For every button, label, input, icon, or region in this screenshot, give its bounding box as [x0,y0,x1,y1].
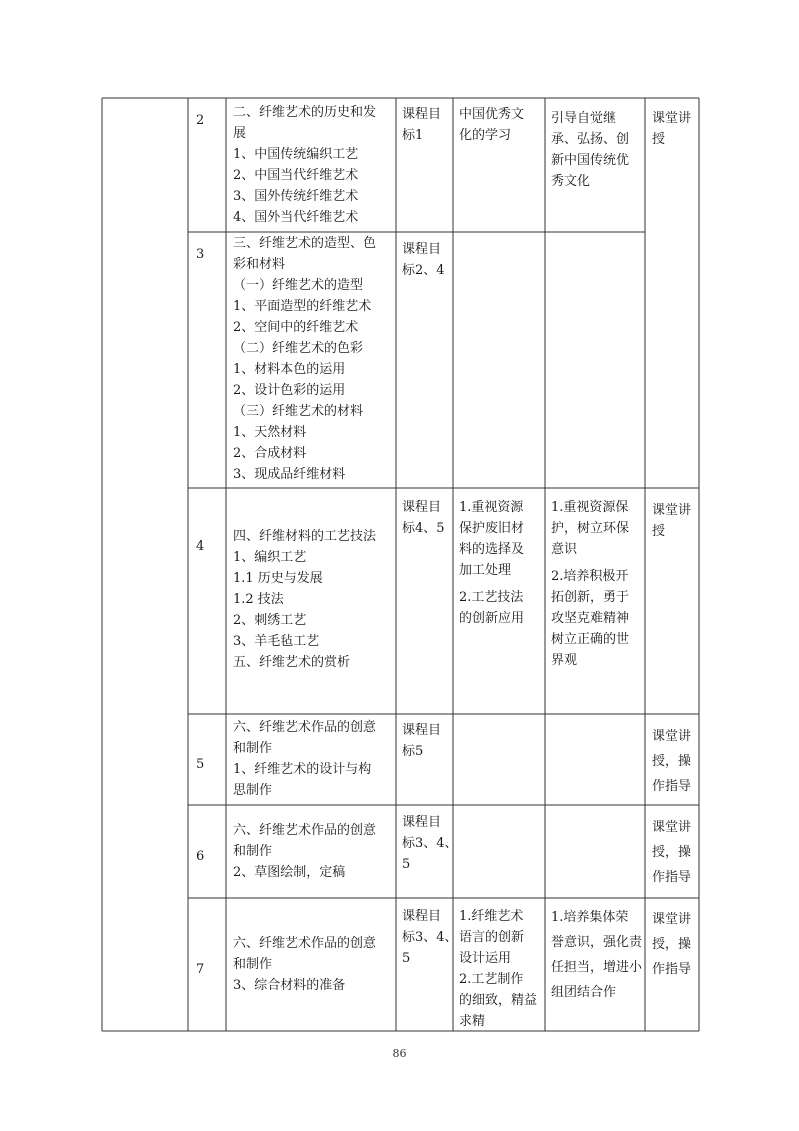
content-line: 彩和材料 [233,257,286,272]
ideology-line: 设计运用 [459,951,512,966]
content-line: 展 [233,126,247,141]
content-line: 2、草图绘制，定稿 [233,865,346,880]
method-line: 授 [652,524,666,539]
goal-line: 引导自觉继 [551,111,617,126]
content-line: （三）纤维艺术的材料 [233,404,364,419]
content-cell [233,233,376,485]
objective-line: 课程目 [402,723,442,738]
content-line: 和制作 [233,844,273,859]
goal-line: 树立正确的世 [551,632,630,647]
method-line: 课堂讲 [652,503,692,518]
content-cell [233,526,376,673]
content-line: 五、纤维艺术的赏析 [233,655,351,670]
method-cell [652,724,691,799]
content-line: 1、纤维艺术的设计与构 [233,762,372,777]
goal-line: 组团结合作 [551,985,617,1000]
ideology-line: 保护废旧材 [459,521,525,536]
content-line: 和制作 [233,741,273,756]
objective-line: 课程目 [402,909,442,924]
goal-line: 2.培养积极开 [551,569,629,584]
objective-line: 5 [402,857,411,872]
objective-line: 标5 [402,744,424,759]
row-number: 4 [196,539,205,554]
content-line: （二）纤维艺术的色彩 [233,341,364,356]
ideology-line: 2.工艺制作 [459,972,524,987]
goal-line: 新中国传统优 [551,153,630,168]
goal-line: 承、弘扬、创 [551,132,630,147]
ideology-line: 1.纤维艺术 [459,909,524,924]
content-line: 和制作 [233,957,273,972]
objective-cell [402,104,441,146]
row-number: 2 [196,113,205,128]
method-line: 作指导 [652,870,692,885]
content-line: 四、纤维材料的工艺技法 [233,529,377,544]
row-number: 7 [196,962,205,977]
method-line: 授，操 [652,937,692,952]
objective-line: 标4、5 [402,521,445,536]
objective-cell [402,906,458,969]
ideology-cell [459,497,524,629]
content-line: 1.1 历史与发展 [233,571,323,586]
objective-line: 课程目 [402,500,442,515]
method-line: 授，操 [652,754,692,769]
content-line: 1、中国传统编织工艺 [233,147,359,162]
ideology-line: 2.工艺技法 [459,590,524,605]
goal-line: 誉意识，强化责 [551,935,643,950]
goal-line: 1.培养集体荣 [551,910,629,925]
content-line: 2、设计色彩的运用 [233,383,346,398]
method-cell [652,907,691,982]
objective-line: 标1 [402,128,424,143]
goal-line: 秀文化 [551,174,591,189]
content-line: 1.2 技法 [233,592,284,607]
ideology-line: 的细致，精益 [459,993,538,1008]
objective-cell [402,497,445,539]
method-cell [652,815,691,890]
content-cell [233,933,376,996]
ideology-line: 中国优秀文 [459,107,525,122]
content-line: 3、羊毛毡工艺 [233,634,320,649]
content-line: 1、平面造型的纤维艺术 [233,299,372,314]
content-line: 2、中国当代纤维艺术 [233,168,359,183]
method-line: 课堂讲 [652,820,692,835]
ideology-line: 料的选择及 [459,542,525,557]
method-line: 授，操 [652,845,692,860]
ideology-cell [459,104,524,146]
content-line: 3、国外传统纤维艺术 [233,189,359,204]
objective-line: 标3、4、 [402,836,458,851]
objective-line: 标2、4 [402,263,445,278]
goal-line: 意识 [551,542,578,557]
content-cell [233,717,376,801]
objective-cell [402,720,441,762]
content-cell [233,820,376,883]
content-line: 思制作 [233,783,273,798]
objective-cell [402,812,458,875]
ideology-line: 的创新应用 [459,611,525,626]
ideology-line: 加工处理 [459,563,512,578]
goal-line: 任担当，增进小 [551,960,643,975]
goal-cell [551,905,642,1005]
content-line: 2、刺绣工艺 [233,613,307,628]
method-line: 作指导 [652,779,692,794]
content-line: 1、编织工艺 [233,550,307,565]
content-line: 3、现成品纤维材料 [233,467,346,482]
content-line: 1、材料本色的运用 [233,362,346,377]
goal-line: 界观 [551,653,578,668]
page-number: 86 [392,1047,407,1060]
method-line: 课堂讲 [652,729,692,744]
content-line: 4、国外当代纤维艺术 [233,210,359,225]
method-cell [652,108,691,150]
goal-line: 护，树立环保 [551,521,630,536]
content-line: 六、纤维艺术作品的创意 [233,720,377,735]
content-line: 3、综合材料的准备 [233,978,346,993]
method-line: 课堂讲 [652,111,692,126]
ideology-line: 1.重视资源 [459,500,524,515]
method-line: 授 [652,132,666,147]
content-line: 2、合成材料 [233,446,307,461]
content-line: 2、空间中的纤维艺术 [233,320,359,335]
content-line: 六、纤维艺术作品的创意 [233,936,377,951]
objective-line: 课程目 [402,815,442,830]
ideology-cell [459,906,537,1032]
content-cell [233,102,376,228]
objective-line: 课程目 [402,107,442,122]
row-number: 5 [196,757,205,772]
ideology-line: 求精 [459,1014,486,1029]
objective-line: 标3、4、 [402,930,458,945]
method-cell [652,500,691,542]
method-line: 课堂讲 [652,912,692,927]
content-line: 二、纤维艺术的历史和发 [233,105,377,120]
content-line: 1、天然材料 [233,425,307,440]
goal-line: 拓创新，勇于 [551,590,630,605]
ideology-line: 语言的创新 [459,930,525,945]
ideology-line: 化的学习 [459,128,512,143]
objective-line: 5 [402,951,411,966]
goal-cell [551,108,629,192]
row-number: 6 [196,849,205,864]
objective-line: 课程目 [402,242,442,257]
goal-cell [551,497,629,671]
goal-line: 1.重视资源保 [551,500,629,515]
content-line: （一）纤维艺术的造型 [233,278,364,293]
content-line: 三、纤维艺术的造型、色 [233,236,377,251]
row-number: 3 [196,247,205,262]
method-line: 作指导 [652,962,692,977]
objective-cell [402,239,445,281]
content-line: 六、纤维艺术作品的创意 [233,823,377,838]
goal-line: 攻坚克难精神 [551,611,630,626]
